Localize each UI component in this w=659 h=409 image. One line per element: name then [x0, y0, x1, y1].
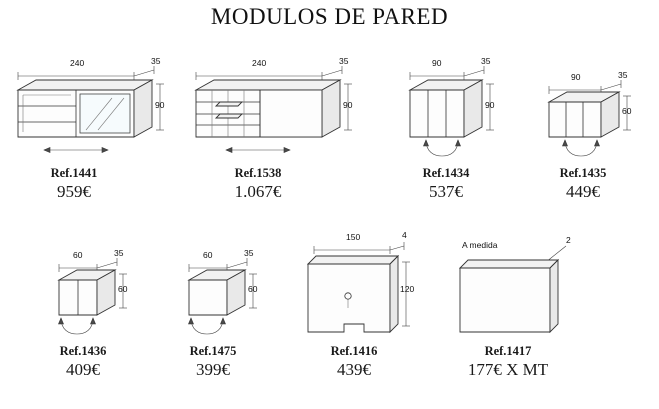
caption-1417: [428, 344, 588, 380]
note-a-medida-1417: A medida: [462, 240, 498, 250]
dim-height-1435: 60: [622, 106, 632, 116]
dim-width-1435: 90: [571, 72, 581, 82]
dim-height-1434: 90: [485, 100, 495, 110]
caption-1435: [503, 166, 659, 202]
dim-width-1436: 60: [73, 250, 83, 260]
dim-depth-1416: 4: [402, 230, 407, 240]
dim-width-1416: 150: [346, 232, 361, 242]
drawing-1441: [8, 56, 168, 174]
dim-height-1436: 60: [118, 284, 128, 294]
product-item-1538: [186, 56, 361, 212]
drawing-1538: [186, 56, 361, 174]
dim-depth-1417: 2: [566, 235, 571, 245]
caption-1538: [178, 166, 338, 202]
dim-depth-1475: 35: [244, 248, 254, 258]
product-item-1435: [535, 62, 645, 212]
drawing-1416: [298, 232, 428, 354]
dim-depth-1441: 35: [151, 56, 161, 66]
price-label-1441: 959€: [57, 182, 91, 201]
dim-depth-1436: 35: [114, 248, 124, 258]
dim-height-1416: 120: [400, 284, 415, 294]
dim-width-1434: 90: [432, 58, 442, 68]
price-label-1434: 537€: [429, 182, 463, 201]
ref-label-1441: Ref.1441: [50, 166, 98, 180]
price-label-1436: 409€: [66, 360, 100, 379]
caption-1434: [366, 166, 526, 202]
dim-depth-1434: 35: [481, 56, 491, 66]
price-label-1416: 439€: [337, 360, 371, 379]
ref-label-1416: Ref.1416: [330, 344, 378, 358]
page-title: MODULOS DE PARED: [210, 4, 449, 29]
product-item-1416: [298, 232, 428, 392]
caption-1416: [274, 344, 434, 380]
dim-height-1441: 90: [155, 100, 165, 110]
price-label-1475: 399€: [196, 360, 230, 379]
product-item-1436: [35, 240, 145, 390]
drawing-1434: [398, 56, 508, 174]
ref-label-1475: Ref.1475: [189, 344, 237, 358]
ref-label-1435: Ref.1435: [559, 166, 607, 180]
dim-width-1538: 240: [252, 58, 267, 68]
ref-label-1417: Ref.1417: [484, 344, 532, 358]
drawing-1475: [165, 240, 275, 352]
dim-width-1441: 240: [70, 58, 85, 68]
dim-depth-1435: 35: [618, 70, 628, 80]
product-item-1475: [165, 240, 275, 390]
ref-label-1538: Ref.1538: [234, 166, 282, 180]
price-label-1435: 449€: [566, 182, 600, 201]
drawing-1435: [535, 62, 645, 174]
product-item-1417: [440, 232, 610, 392]
drawing-1417: [440, 232, 610, 354]
dim-height-1538: 90: [343, 100, 353, 110]
drawing-1436: [35, 240, 145, 352]
price-label-1417: 177€ X MT: [467, 360, 549, 379]
price-label-1538: 1.067€: [234, 182, 282, 201]
ref-label-1436: Ref.1436: [59, 344, 107, 358]
ref-label-1434: Ref.1434: [422, 166, 470, 180]
caption-1475: [133, 344, 293, 380]
product-item-1441: [8, 56, 168, 212]
dim-width-1475: 60: [203, 250, 213, 260]
dim-depth-1538: 35: [339, 56, 349, 66]
caption-1441: [0, 166, 154, 202]
dim-height-1475: 60: [248, 284, 258, 294]
product-item-1434: [398, 56, 508, 212]
